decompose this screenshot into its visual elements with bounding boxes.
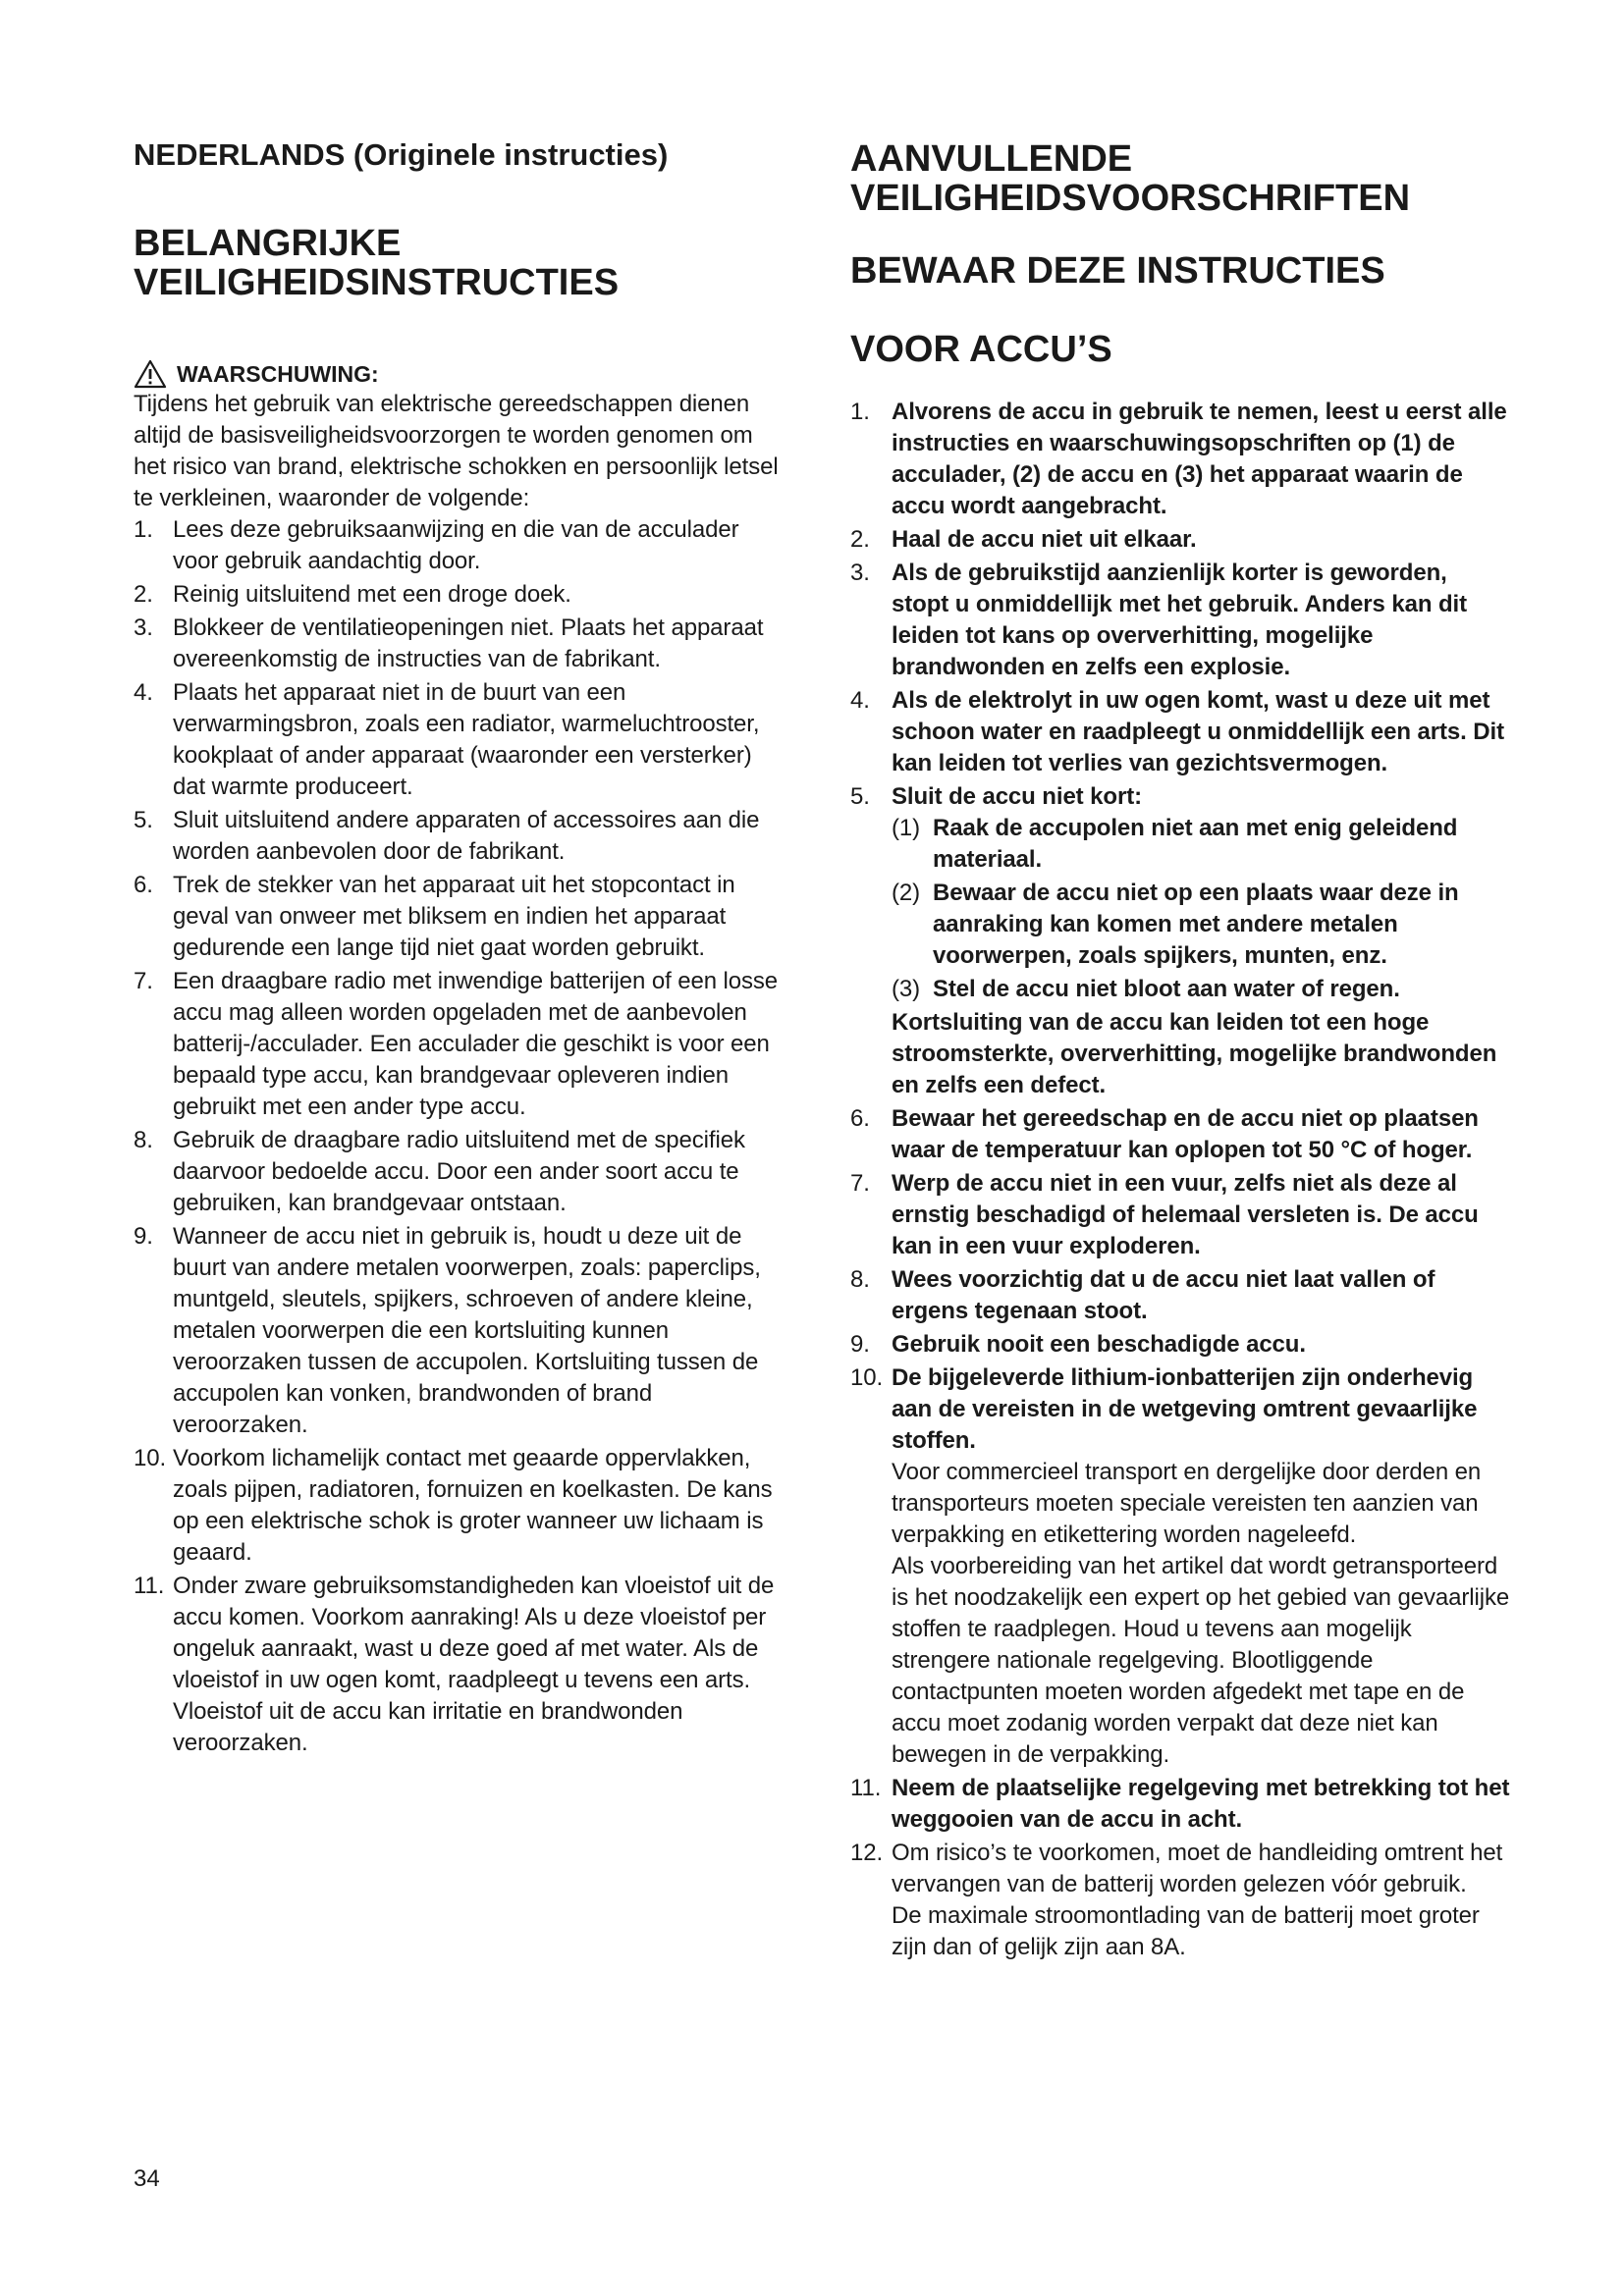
list-item: 4. Als de elektrolyt in uw ogen komt, wast u deze uit met schoon water en raadpleegt u onmiddellijk een arts. Dit kan leiden tot verlies van gezichtsvermogen.: [850, 687, 1504, 776]
warning-label: WAARSCHUWING:: [177, 361, 379, 387]
right-instructions-list: [850, 397, 1510, 1963]
warning-intro: Tijdens het gebruik van elektrische gereedschappen dienen altijd de basisveiligheidsvoorzorgen te worden genomen om het risico van brand, elektrische schokken en persoonlijk letsel te verkleinen, waaronder de volgende:: [134, 391, 779, 511]
list-item: 10. De bijgeleverde lithium-ionbatterijen zijn onderhevig aan de vereisten in de wetgeving omtrent gevaarlijke stoffen. Voor commercieel transport en dergelijke door derden en transporteurs moeten speciale vereisten ten aanzien van verpakking en etikettering worden nageleefd. Als voorbereiding van het artikel dat wordt getransporteerd is het noodzakelijk een expert op het gebied van gevaarlijke stoffen te raadplegen. Houd u tevens aan mogelijk strengere nationale regelgeving. Blootliggende contactpunten moeten worden afgedekt met tape en de accu moet zodanig worden verpakt dat deze niet kan bewegen in de verpakking.: [850, 1362, 1510, 1771]
list-item: 11. Onder zware gebruiksomstandigheden kan vloeistof uit de accu komen. Voorkom aanraking! Als u deze vloeistof per ongeluk aanraakt, wast u deze goed af met water. Als de vloeistof in uw ogen komt, raadpleegt u tevens een arts. Vloeistof uit de accu kan irritatie en brandwonden veroorzaken.: [134, 1573, 775, 1756]
right-heading-line1: AANVULLENDE: [850, 138, 1133, 180]
list-item: 8. Gebruik de draagbare radio uitsluitend met de specifiek daarvoor bedoelde accu. Door een ander soort accu te gebruiken, kan brandgevaar ontstaan.: [134, 1127, 745, 1216]
list-item: 12. Om risico’s te voorkomen, moet de handleiding omtrent het vervangen van de batterij worden gelezen vóór gebruik. De maximale stroomontlading van de batterij moet groter zijn dan of gelijk zijn aan 8A.: [850, 1838, 1510, 1963]
list-item: 7. Werp de accu niet in een vuur, zelfs niet als deze al ernstig beschadigd of helemaal versleten is. De accu kan in een vuur exploderen.: [850, 1170, 1479, 1259]
list-item: 7. Een draagbare radio met inwendige batterijen of een losse accu mag alleen worden opgeladen met de aanbevolen batterij-/acculader. Een acculader die geschikt is voor een bepaald type accu, kan brandgevaar opleveren indien gebruikt met een ander type accu.: [134, 968, 779, 1120]
sublist-item: (1) Raak de accupolen niet aan met enig geleidend materiaal.: [892, 815, 1458, 873]
left-column: [134, 137, 789, 1761]
left-heading: [134, 224, 789, 302]
list-item: 2. Haal de accu niet uit elkaar.: [850, 526, 1197, 553]
list-item: 1. Lees deze gebruiksaanwijzing en die van de acculader voor gebruik aandachtig door.: [134, 516, 739, 574]
list-item: 2. Reinig uitsluitend met een droge doek.: [134, 581, 571, 608]
list-item: 9. Wanneer de accu niet in gebruik is, houdt u deze uit de buurt van andere metalen voorwerpen, zoals: paperclips, muntgeld, sleutels, spijkers, schroeven of andere kleine, metalen voorwerpen die een kortsluiting kunnen veroorzaken tussen de accupolen. Kortsluiting tussen de accupolen kan vonken, brandwonden of brand veroorzaken.: [134, 1223, 761, 1438]
warning-header: [134, 359, 789, 389]
list-item: 5. Sluit de accu niet kort: (1) Raak de accupolen niet aan met enig geleidend materiaal. (2) Bewaar de accu niet op een plaats waar deze in aanraking kan komen met andere metalen voorwerpen, zoals spijkers, munten, enz. (3) Stel de accu niet bloot aan water of regen. Kortsluiting van de accu kan leiden tot een hoge stroomsterkte, oververhitting, mogelijke brandwonden en zelfs een defect.: [850, 781, 1510, 1101]
list-item: 11. Neem de plaatselijke regelgeving met betrekking tot het weggooien van de accu in acht.: [850, 1775, 1510, 1833]
page-number: 34: [134, 2165, 160, 2192]
left-heading-line1: BELANGRIJKE: [134, 223, 402, 264]
battery-heading: VOOR ACCU’S: [850, 329, 1112, 370]
save-instructions-heading: BEWAAR DEZE INSTRUCTIES: [850, 250, 1385, 292]
list-item: 3. Als de gebruikstijd aanzienlijk korter is geworden, stopt u onmiddellijk met het gebruik. Anders kan dit leiden tot kans op oververhitting, mogelijke brandwonden en zelfs een explosie.: [850, 560, 1467, 680]
list-item: 5. Sluit uitsluitend andere apparaten of accessoires aan die worden aanbevolen door de fabrikant.: [134, 807, 760, 865]
right-heading: [850, 139, 1510, 218]
list-item: 6. Trek de stekker van het apparaat uit het stopcontact in geval van onweer met bliksem en indien het apparaat gedurende een lange tijd niet gaat worden gebruikt.: [134, 872, 735, 961]
right-column: [850, 137, 1510, 1965]
transport-paragraph-2: Als voorbereiding van het artikel dat wordt getransporteerd is het noodzakelijk een expert op het gebied van gevaarlijke stoffen te raadplegen. Houd u tevens aan mogelijk strengere nationale regelgeving. Blootliggende contactpunten moeten worden afgedekt met tape en de accu moet zodanig worden verpakt dat deze niet kan bewegen in de verpakking.: [892, 1553, 1510, 1768]
list-item: 8. Wees voorzichtig dat u de accu niet laat vallen of ergens tegenaan stoot.: [850, 1266, 1435, 1324]
list-item: 6. Bewaar het gereedschap en de accu niet op plaatsen waar de temperatuur kan oplopen tot 50 °C of hoger.: [850, 1105, 1479, 1163]
short-circuit-note: Kortsluiting van de accu kan leiden tot een hoge stroomsterkte, oververhitting, mogelijke brandwonden en zelfs een defect.: [892, 1009, 1497, 1098]
discharge-note: De maximale stroomontlading van de batterij moet groter zijn dan of gelijk zijn aan 8A.: [892, 1902, 1480, 1960]
short-circuit-sublist: [892, 813, 1510, 1005]
left-instructions-list: [134, 514, 789, 1759]
list-item: 4. Plaats het apparaat niet in de buurt van een verwarmingsbron, zoals een radiator, warmeluchtrooster, kookplaat of ander apparaat (waaronder een versterker) dat warmte produceert.: [134, 679, 760, 800]
warning-triangle-icon: [134, 359, 167, 389]
transport-paragraph-1: Voor commercieel transport en dergelijke door derden en transporteurs moeten speciale vereisten ten aanzien van verpakking en etikettering worden nageleefd.: [892, 1459, 1482, 1548]
right-heading-line2: VEILIGHEIDSVOORSCHRIFTEN: [850, 178, 1411, 219]
language-header: NEDERLANDS (Originele instructies): [134, 137, 669, 172]
list-item: 9. Gebruik nooit een beschadigde accu.: [850, 1331, 1306, 1358]
list-item: 10. Voorkom lichamelijk contact met geaarde oppervlakken, zoals pijpen, radiatoren, fornuizen en koelkasten. De kans op een elektrische schok is groter wanneer uw lichaam is geaard.: [134, 1445, 773, 1566]
left-heading-line2: VEILIGHEIDSINSTRUCTIES: [134, 262, 620, 303]
sublist-item: (3) Stel de accu niet bloot aan water of regen.: [892, 976, 1400, 1002]
list-item: 1. Alvorens de accu in gebruik te nemen, leest u eerst alle instructies en waarschuwingsopschriften op (1) de acculader, (2) de accu en (3) het apparaat waarin de accu wordt aangebracht.: [850, 399, 1507, 519]
list-item: 3. Blokkeer de ventilatieopeningen niet. Plaats het apparaat overeenkomstig de instructies van de fabrikant.: [134, 614, 764, 672]
sublist-item: (2) Bewaar de accu niet op een plaats waar deze in aanraking kan komen met andere metalen voorwerpen, zoals spijkers, munten, enz.: [892, 880, 1459, 969]
